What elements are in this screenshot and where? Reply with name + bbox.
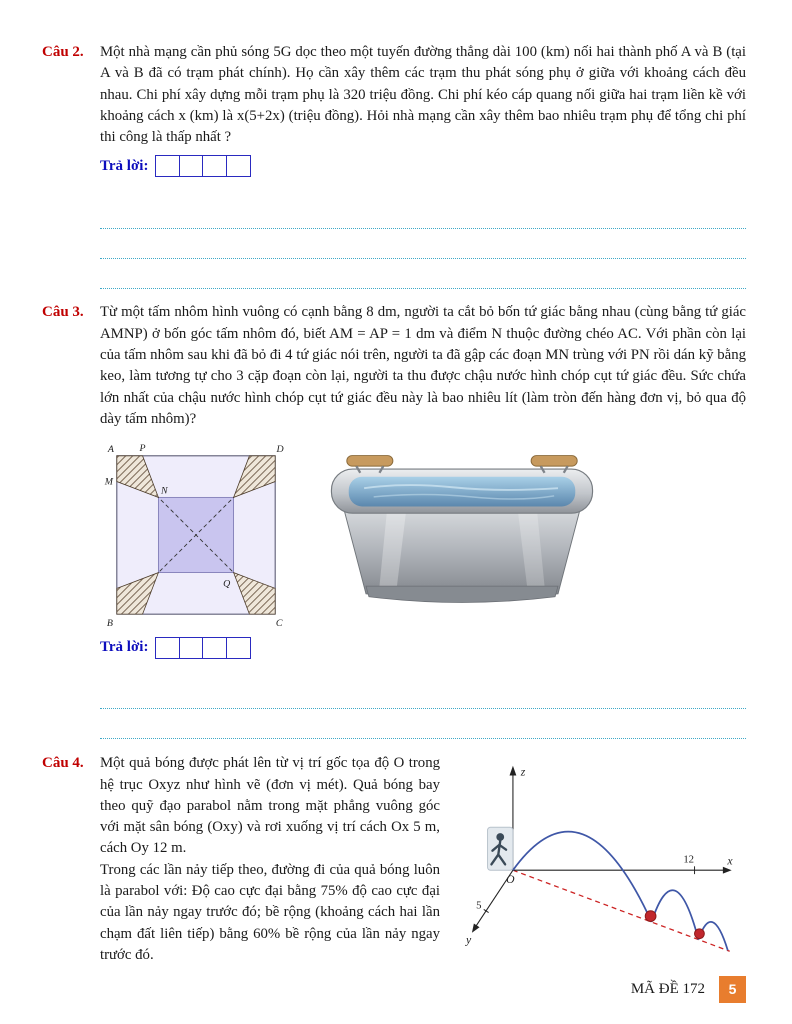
question-4-text — [100, 753, 440, 966]
answer-boxes — [155, 155, 250, 177]
basin-water — [349, 477, 576, 507]
dotted-answer-line — [100, 709, 746, 739]
answer-label: Trả lời: — [100, 157, 149, 174]
answer-lines-q3 — [100, 679, 746, 739]
answer-cell[interactable] — [202, 155, 227, 177]
answer-lines-q2 — [100, 199, 746, 289]
answer-cell[interactable] — [155, 155, 180, 177]
question-3-body — [100, 302, 746, 659]
diagram-label-P: P — [139, 443, 146, 455]
metal-basin-image — [318, 444, 606, 615]
question-2-body — [100, 42, 746, 177]
question-2-label: Câu 2. — [42, 44, 84, 60]
question-2 — [42, 42, 746, 177]
question-3-figures — [100, 438, 746, 630]
exam-code: MÃ ĐỀ 172 — [630, 980, 705, 997]
question-2-text: Một nhà mạng cần phủ sóng 5G dọc theo một tuyến đường thẳng dài 100 (km) nối hai thành phố A và B (tại A và B đã có trạm phát chính). Họ cần xây thêm các trạm thu phát sóng phụ ở giữa với khoảng cách đều nhau. Chi phí xây dựng mỗi trạm phụ là 320 triệu đồng. Chi phí kéo cáp quang nối giữa hai trạm liền kề với khoảng cách x (km) là x(5+2x) (triệu đồng). Hỏi nhà mạng cần xây thêm bao nhiêu trạm phụ để tổng chi phí thi công là thấp nhất ? — [100, 44, 746, 146]
distance-label-5: 5 — [476, 899, 482, 912]
answer-cell[interactable] — [179, 155, 204, 177]
answer-cell[interactable] — [226, 155, 251, 177]
answer-cell[interactable] — [226, 637, 251, 659]
answer-boxes — [155, 637, 250, 659]
diagram-label-Q: Q — [223, 578, 231, 590]
diagram-label-N: N — [161, 485, 168, 497]
question-3-text: Từ một tấm nhôm hình vuông có cạnh bằng 8 dm, người ta cắt bỏ bốn tứ giác bằng nhau (cùng bằng tứ giác AMNP) ở bốn góc tấm nhôm đó, biết AM = AP = 1 dm và điểm N thuộc đường chéo AC. Với phần còn lại của tấm nhôm sau khi đã bỏ đi 4 tứ giác nói trên, người ta đã gập các đoạn MN trùng với PN rồi dán kỹ bằng keo, làm tương tự cho 3 cặp đoạn còn lại, người ta thu được chậu nước hình chóp cụt tứ giác đều. Sức chứa lớn nhất của chậu nước hình chóp cụt tứ giác đều này là bao nhiêu lít (làm tròn đến hàng đơn vị, bỏ qua độ dày tấm nhôm)? — [100, 304, 746, 427]
answer-label: Trả lời: — [100, 639, 149, 656]
question-4 — [42, 753, 746, 969]
ball-trajectory-diagram — [446, 755, 740, 962]
y-axis-arrow-icon — [472, 924, 480, 933]
dotted-answer-line — [100, 259, 746, 289]
question-3-answer-row — [100, 637, 746, 659]
question-4-label: Câu 4. — [42, 755, 84, 772]
answer-cell[interactable] — [202, 637, 227, 659]
trajectory-diagram-wrap — [446, 755, 740, 969]
ball-icon — [645, 911, 656, 922]
diagram-label-B: B — [106, 618, 113, 630]
axis-label-y: y — [466, 933, 472, 947]
diagram-label-C: C — [275, 618, 283, 630]
question-2-answer-row — [100, 155, 746, 177]
diagram-label-M: M — [104, 476, 114, 488]
origin-label: O — [506, 873, 515, 887]
question-3 — [42, 302, 746, 659]
diagram-label-D: D — [276, 444, 284, 456]
question-3-label: Câu 3. — [42, 304, 84, 321]
question-4-paragraph-1: Một quả bóng được phát lên từ vị trí gốc tọa độ O trong hệ trục Oxyz như hình vẽ (đơn vị mét). Quả bóng bay theo quỹ đạo parabol nằm trong mặt phẳng vuông góc với mặt sân bóng (Oxy) và rơi xuống vị trí cách Ox 5 m, cách Oy 12 m. — [100, 755, 440, 857]
parabola-2 — [652, 891, 699, 940]
diagram-label-A: A — [107, 444, 114, 456]
parabola-1 — [513, 832, 652, 922]
axis-label-z: z — [520, 765, 526, 779]
aluminum-sheet-diagram — [100, 438, 292, 630]
page-number-badge: 5 — [719, 976, 746, 1003]
basin-handle-right — [531, 456, 577, 467]
answer-cell[interactable] — [179, 637, 204, 659]
dotted-answer-line — [100, 679, 746, 709]
page-footer — [0, 976, 792, 1003]
x-axis-arrow-icon — [723, 867, 732, 874]
question-4-columns — [100, 753, 746, 969]
player-figure-icon — [488, 828, 513, 871]
distance-label-12: 12 — [683, 853, 695, 866]
dotted-answer-line — [100, 199, 746, 229]
question-4-paragraph-2: Trong các lần nảy tiếp theo, đường đi của quả bóng luôn là parabol với: Độ cao cực đại bằng 75% độ cao cực đại của lần nảy ngay trước đó; bề rộng (khoảng cách hai lần chạm đất liên tiếp) bằng 60% bề rộng của lần nảy ngay trước đó. — [100, 861, 440, 963]
question-4-body — [100, 753, 746, 969]
answer-cell[interactable] — [155, 637, 180, 659]
dotted-answer-line — [100, 229, 746, 259]
z-axis-arrow-icon — [510, 766, 517, 776]
basin-handle-left — [347, 456, 393, 467]
ball-icon — [695, 929, 705, 939]
basin-photo-wrap — [318, 444, 606, 622]
basin-base-band — [366, 586, 558, 602]
axis-label-x: x — [727, 854, 733, 868]
ground-dashed-line — [513, 870, 730, 951]
